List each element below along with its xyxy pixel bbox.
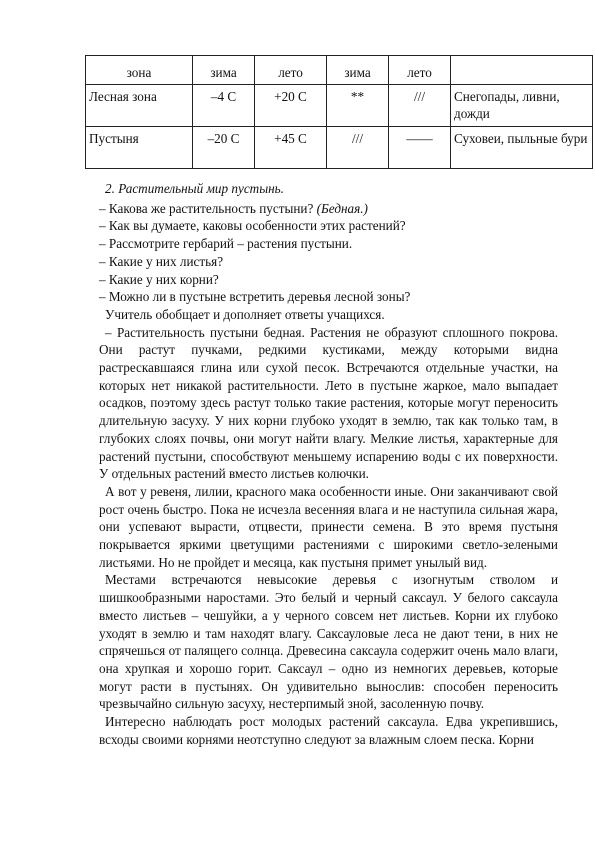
question-line: – Какие у них корни?	[99, 271, 219, 287]
table-cell: +45 С	[255, 127, 327, 169]
question-text: – Какова же растительность пустыни?	[99, 200, 317, 216]
body-paragraph: А вот у ревеня, лилии, красного мака особенности иные. Они заканчивают свой рост очень быстро. Пока не исчезла весенняя влага и не наступила сильная жара, они успевают вырасти, отцвести, принести семена. В это время пустыня покрывается яркими цветущими растениями с широкими светло-зелеными листьями. Но не пройдет и месяца, как пустыня примет унылый вид.	[99, 483, 558, 570]
table-cell: Лесная зона	[86, 85, 193, 127]
answer-hint: (Бедная.)	[316, 200, 368, 216]
climate-table	[85, 55, 593, 169]
table-cell: **	[327, 85, 389, 127]
section-heading: 2. Растительный мир пустынь.	[105, 181, 284, 196]
question-line: – Какие у них листья?	[99, 253, 224, 269]
table-cell: +20 С	[255, 85, 327, 127]
body-paragraph: – Растительность пустыни бедная. Растения не образуют сплошного покрова. Они растут пучками, редкими кустиками, между которыми видна растрескавшаяся глина или сухой песок. Встречаются отдельные участки, на которых нет никакой растительности. Лето в пустыне жаркое, мало выпадает осадков, поэтому здесь растут только такие растения, которые могут переносить длительную засуху. У них корни глубоко уходят в землю, так как только там, в глубоких слоях почвы, они могут найти влагу. Мелкие листья, характерные для растений пустыни, способствуют меньшему испарению воды с их поверхности. У отдельных растений вместо листьев колючки.	[99, 324, 558, 482]
table-header-cell	[451, 56, 593, 85]
table-cell: ——	[389, 127, 451, 169]
table-cell: –4 С	[193, 85, 255, 127]
question-line: – Как вы думаете, каковы особенности этих растений?	[99, 218, 406, 234]
table-header-cell: лето	[255, 56, 327, 85]
table-cell: ///	[389, 85, 451, 127]
table-row	[86, 85, 593, 127]
table-row	[86, 127, 593, 169]
question-line: – Рассмотрите гербарий – растения пустыни.	[99, 236, 353, 252]
table-header-cell: лето	[389, 56, 451, 85]
table-header-cell: зона	[86, 56, 193, 85]
table-cell: Пустыня	[86, 127, 193, 169]
table-cell: Суховеи, пыльные бури	[451, 127, 593, 169]
question-line: – Можно ли в пустыне встретить деревья лесной зоны?	[99, 289, 411, 305]
table-cell: ///	[327, 127, 389, 169]
body-paragraph: Местами встречаются невысокие деревья с изогнутым стволом и шишкообразными наростами. Это белый и черный саксаул. У белого саксаула вместо листьев – чешуйки, а у черного совсем нет листьев. Корни их глубоко уходят в землю и там находят влагу. Саксауловые леса не дают тени, в них не спрячешься от палящего солнца. Древесина саксаула содержит очень мало влаги, она хрупкая и хорошо горит. Саксаул – одно из немногих деревьев, которые могут расти в пустынях. Он удивительно вынослив: способен переносить чрезвычайно сильную засуху, нестерпимый зной, засоленную почву.	[99, 572, 558, 712]
document-body	[99, 180, 558, 749]
body-paragraph: Интересно наблюдать рост молодых растений саксаула. Едва укрепившись, всходы своими корнями неотступно следуют за влажным слоем песка. Корни	[99, 714, 558, 747]
table-header-row	[86, 56, 593, 85]
table-cell: Снегопады, ливни, дожди	[451, 85, 593, 127]
table-cell: –20 С	[193, 127, 255, 169]
question-line	[99, 200, 558, 218]
table-header-cell: зима	[327, 56, 389, 85]
teacher-note: Учитель обобщает и дополняет ответы учащихся.	[105, 306, 385, 322]
table-header-cell: зима	[193, 56, 255, 85]
